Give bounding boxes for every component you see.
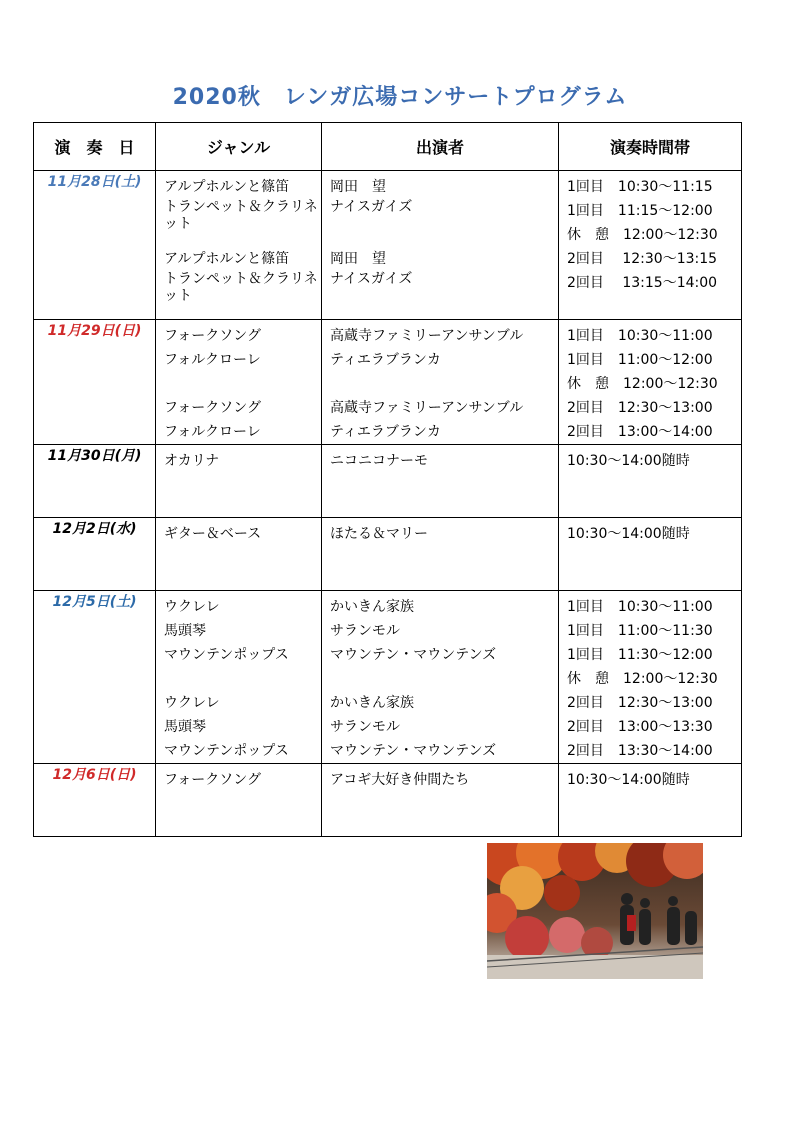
table-row xyxy=(34,764,742,837)
header-performer: 出演者 xyxy=(322,123,559,171)
performer-line: サランモル xyxy=(330,719,400,735)
time-line: 2回目 12:30～13:15 xyxy=(567,251,718,267)
time-line: 1回目 11:15～12:00 xyxy=(567,203,713,219)
time-line: 10:30～14:00随時 xyxy=(567,526,690,542)
time-line: 2回目 13:00～13:30 xyxy=(567,719,713,735)
genre-line: オカリナ xyxy=(164,453,220,469)
genre-line: ギター＆ベース xyxy=(164,526,262,542)
autumn-photo xyxy=(487,843,703,979)
performer-line: 高蔵寺ファミリーアンサンブル xyxy=(330,328,524,344)
page-title: 2020秋 レンガ広場コンサートプログラム xyxy=(172,85,628,110)
performer-line xyxy=(322,372,558,396)
row-time-cell xyxy=(559,764,742,837)
header-date: 演 奏 日 xyxy=(34,123,156,171)
row-date: 11月28日(土) xyxy=(34,171,156,320)
genre-line: アルプホルンと篠笛 xyxy=(164,251,290,267)
row-genre-cell xyxy=(156,518,322,591)
genre-line: マウンテンポップス xyxy=(164,743,289,759)
genre-line: フォークソング xyxy=(164,772,262,788)
performer-line: 岡田 望 xyxy=(330,251,386,267)
genre-line: トランペット＆クラリネット xyxy=(164,199,318,232)
table-row xyxy=(34,591,742,764)
genre-line: ウクレレ xyxy=(164,695,220,711)
row-date: 11月29日(日) xyxy=(34,320,156,445)
row-performer-cell xyxy=(322,445,559,518)
row-date: 11月30日(月) xyxy=(34,445,156,518)
row-genre-cell xyxy=(156,764,322,837)
table-row xyxy=(34,518,742,591)
time-line: 1回目 10:30～11:00 xyxy=(567,328,713,344)
row-date: 12月5日(土) xyxy=(34,591,156,764)
time-line: 1回目 11:30～12:00 xyxy=(567,647,713,663)
genre-line xyxy=(156,667,321,691)
row-time-cell xyxy=(559,518,742,591)
table-row xyxy=(34,320,742,445)
row-performer-cell xyxy=(322,518,559,591)
genre-line: 馬頭琴 xyxy=(164,719,206,735)
program-table xyxy=(33,122,742,837)
performer-line: マウンテン・マウンテンズ xyxy=(330,743,497,759)
time-line: 10:30～14:00随時 xyxy=(567,453,690,469)
performer-line: ナイスガイズ xyxy=(330,271,413,287)
header-time: 演奏時間帯 xyxy=(559,123,742,171)
performer-line: ほたる＆マリー xyxy=(330,526,428,542)
time-line: 10:30～14:00随時 xyxy=(567,772,690,788)
row-genre-cell xyxy=(156,171,322,320)
performer-line: ティエラブランカ xyxy=(330,352,441,368)
performer-line: 岡田 望 xyxy=(330,179,386,195)
genre-line: ウクレレ xyxy=(164,599,220,615)
genre-line: マウンテンポップス xyxy=(164,647,289,663)
table-header-row xyxy=(34,123,742,171)
genre-line: フォークソング xyxy=(164,328,262,344)
performer-line: アコギ大好き仲間たち xyxy=(330,772,470,788)
row-performer-cell xyxy=(322,171,559,320)
time-line: 休 憩 12:00～12:30 xyxy=(567,376,718,392)
performer-line: ニコニコナーモ xyxy=(330,453,428,469)
time-line: 1回目 10:30～11:15 xyxy=(567,179,713,195)
row-time-cell xyxy=(559,171,742,320)
time-line: 2回目 12:30～13:00 xyxy=(567,695,713,711)
row-genre-cell xyxy=(156,320,322,445)
row-genre-cell xyxy=(156,445,322,518)
time-line: 休 憩 12:00～12:30 xyxy=(567,671,718,687)
genre-line: フォルクローレ xyxy=(164,424,261,440)
time-line: 2回目 13:30～14:00 xyxy=(567,743,713,759)
time-line: 1回目 11:00～11:30 xyxy=(567,623,713,639)
table-row xyxy=(34,445,742,518)
performer-line: ナイスガイズ xyxy=(330,199,413,215)
performer-line: かいきん家族 xyxy=(330,695,414,711)
time-line: 休 憩 12:00～12:30 xyxy=(567,227,718,243)
performer-line xyxy=(322,667,558,691)
row-time-cell xyxy=(559,445,742,518)
genre-line: フォルクローレ xyxy=(164,352,261,368)
row-performer-cell xyxy=(322,320,559,445)
time-line: 2回目 12:30～13:00 xyxy=(567,400,713,416)
time-line: 1回目 10:30～11:00 xyxy=(567,599,713,615)
row-time-cell xyxy=(559,591,742,764)
performer-line: かいきん家族 xyxy=(330,599,414,615)
row-performer-cell xyxy=(322,591,559,764)
genre-line: トランペット＆クラリネット xyxy=(164,271,318,304)
performer-line: サランモル xyxy=(330,623,400,639)
performer-line: ティエラブランカ xyxy=(330,424,441,440)
genre-line: アルプホルンと篠笛 xyxy=(164,179,290,195)
header-genre: ジャンル xyxy=(156,123,322,171)
row-date: 12月2日(水) xyxy=(34,518,156,591)
time-line: 1回目 11:00～12:00 xyxy=(567,352,713,368)
row-performer-cell xyxy=(322,764,559,837)
row-time-cell xyxy=(559,320,742,445)
time-line: 2回目 13:00～14:00 xyxy=(567,424,713,440)
time-line: 2回目 13:15～14:00 xyxy=(567,275,718,291)
performer-line: 高蔵寺ファミリーアンサンブル xyxy=(330,400,524,416)
row-date: 12月6日(日) xyxy=(34,764,156,837)
genre-line xyxy=(156,372,321,396)
table-row xyxy=(34,171,742,320)
row-genre-cell xyxy=(156,591,322,764)
autumn-leaves-image xyxy=(487,843,703,979)
genre-line: フォークソング xyxy=(164,400,262,416)
genre-line: 馬頭琴 xyxy=(164,623,206,639)
performer-line: マウンテン・マウンテンズ xyxy=(330,647,497,663)
